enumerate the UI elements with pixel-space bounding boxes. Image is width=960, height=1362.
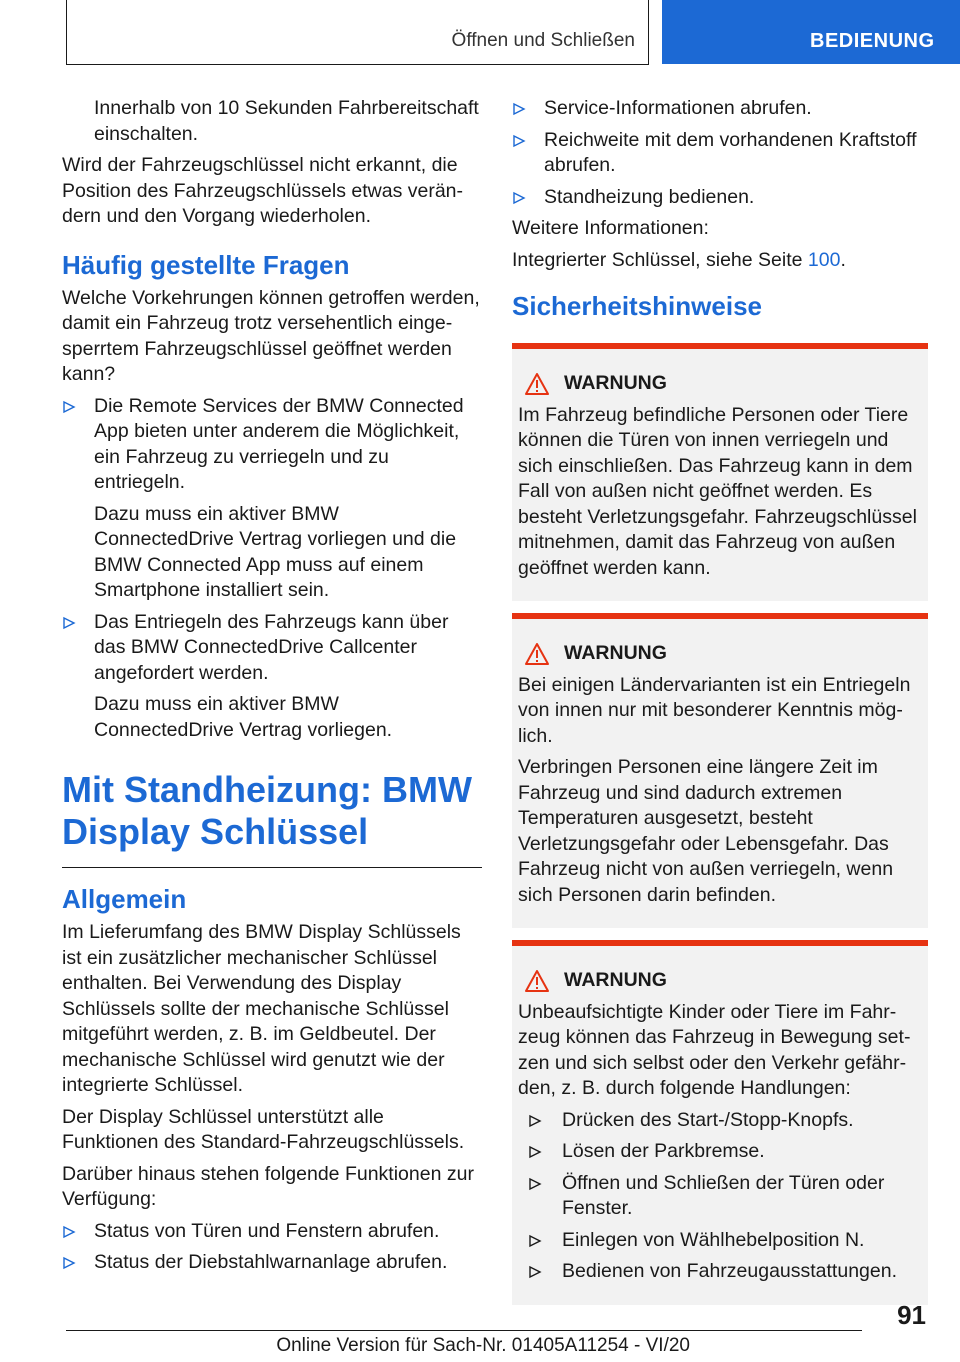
list-item-text: Die Remote Services der BMW Connected App bieten unter anderem die Möglichkeit, ein Fahrzeug zu verriegeln und zu entriegeln. (94, 394, 464, 493)
list-item-text: Reichweite mit dem vorhandenen Kraftstoff abrufen. (544, 128, 917, 176)
warning-paragraph: Im Fahrzeug befindliche Personen oder Tiere können die Türen von innen verriegeln und sich einschließen. Das Fahrzeug kann in dem Fall von außen nicht geöffnet werden. Es besteht Verletzungsgefahr. Fahrzeugschlüssel mitnehmen, damit das Fahrzeug von außen geöffnet werden kann. (518, 403, 917, 579)
more-info-label: Weitere Informationen: (512, 217, 709, 239)
warning-paragraph: Bei einigen Ländervarianten ist ein Entriegeln von innen nur mit besonderer Kenntnis möglich. (518, 673, 911, 747)
allgemein-paragraph-2: Der Display Schlüssel unterstützt alle Funktionen des Standard-Fahrzeugschlüssels. (62, 1105, 465, 1153)
list-item-text: Drücken des Start-/Stopp-Knopfs. (562, 1108, 854, 1131)
header-chapter-label: BEDIENUNG (810, 30, 935, 52)
list-item (528, 1108, 922, 1134)
warning-box (512, 940, 928, 1305)
list-item-text: Status der Diebstahlwarnanlage abrufen. (94, 1251, 448, 1273)
more-info-reference (512, 248, 928, 274)
header-bottom-rule (66, 64, 649, 65)
left-column (62, 96, 482, 1282)
list-item (512, 96, 928, 122)
list-item (528, 1259, 922, 1285)
triangle-bullet-icon (528, 1114, 542, 1128)
triangle-bullet-icon (528, 1265, 542, 1279)
allgemein-paragraph-1: Im Lieferumfang des BMW Display Schlüssels ist ein zusätzlicher mechanischer Schlüssel enthalten. Bei Verwendung des Display Schlüssels sollte der mechanische Schlüssel mitgeführt werden, z. B. im Geldbeutel. Der mechanische Schlüssel wird genutzt wie der integrierte Schlüssel. (62, 921, 461, 1096)
list-item (62, 610, 482, 744)
list-item (528, 1171, 922, 1222)
page-link[interactable]: 100 (807, 248, 841, 271)
warning-triangle-icon (524, 969, 550, 993)
more-info-text: Integrierter Schlüssel, siehe Seite (512, 248, 808, 271)
triangle-bullet-icon (62, 1225, 76, 1239)
list-item-text: Öffnen und Schließen der Türen oder Fenster. (562, 1171, 885, 1219)
list-item (62, 394, 482, 604)
section-rule (62, 867, 482, 868)
warning-box (512, 613, 928, 928)
list-item (528, 1139, 922, 1165)
warning-title-text: WARNUNG (564, 372, 667, 394)
page-number: 91 (897, 1300, 926, 1330)
more-info-end: . (840, 248, 846, 271)
list-item-subtext: Dazu muss ein aktiver BMW ConnectedDrive Vertrag vorliegen. (94, 693, 393, 741)
warning-list (518, 1108, 922, 1285)
section-heading: Mit Standheizung: BMW Display Schlüssel (62, 769, 472, 852)
footer-online-version: Online Version für Sach-Nr. 01405A11254 - VI/20 (276, 1335, 690, 1356)
list-item-text: Das Entriegeln des Fahrzeugs kann über das BMW ConnectedDrive Callcenter angefordert werden. (94, 610, 449, 684)
triangle-bullet-icon (62, 400, 76, 414)
list-item (528, 1228, 922, 1254)
list-item-text: Status von Türen und Fenstern abrufen. (94, 1219, 440, 1242)
faq-question: Welche Vorkehrungen können getroffen werden, damit ein Fahrzeug trotz versehentlich eingesperrtem Fahrzeugschlüssel geöffnet werden kann? (62, 286, 480, 385)
list-item-text: Standheizung bedienen. (544, 185, 755, 208)
faq-heading: Häufig gestellte Fragen (62, 249, 350, 280)
list-item-text: Service-Informationen abrufen. (544, 97, 812, 119)
faq-list (62, 394, 482, 744)
function-list (62, 1219, 482, 1276)
warning-paragraph: Verbringen Personen eine längere Zeit im Fahrzeug und sind dadurch extremen Temperaturen ausgesetzt, besteht Verletzungsgefahr oder Lebensgefahr. Das Fahrzeug nicht von außen verriegeln, wenn sich Personen darin befinden. (518, 756, 894, 906)
footer-rule (66, 1330, 862, 1331)
triangle-bullet-icon (62, 616, 76, 630)
warning-title (518, 968, 922, 994)
triangle-bullet-icon (528, 1177, 542, 1191)
triangle-bullet-icon (512, 191, 526, 205)
list-item-text: Lösen der Parkbremse. (562, 1140, 765, 1162)
header-chapter-tab[interactable] (662, 0, 960, 64)
warning-title-text: WARNUNG (564, 969, 667, 991)
warning-box (512, 343, 928, 601)
triangle-bullet-icon (512, 102, 526, 116)
intro-paragraph: Wird der Fahrzeugschlüssel nicht erkannt, die Position des Fahrzeugschlüssels etwas verändern und den Vorgang wiederholen. (62, 154, 464, 227)
right-column (512, 96, 928, 1317)
safety-heading: Sicherheitshinweise (512, 291, 762, 321)
function-list-continued (512, 96, 928, 210)
triangle-bullet-icon (512, 134, 526, 148)
triangle-bullet-icon (62, 1256, 76, 1270)
header-section-title: Öffnen und Schließen (451, 30, 635, 51)
intro-continuation: Innerhalb von 10 Sekunden Fahrbereitschaft einschalten. (94, 97, 479, 145)
header-left-rule (66, 0, 67, 64)
triangle-bullet-icon (528, 1234, 542, 1248)
warning-title (518, 641, 922, 667)
allgemein-heading: Allgemein (62, 884, 187, 914)
warning-triangle-icon (524, 372, 550, 396)
warning-paragraph: Unbeaufsichtigte Kinder oder Tiere im Fahrzeug können das Fahrzeug in Bewegung setzen und sich selbst oder den Verkehr gefährden, z. B. durch folgende Handlungen: (518, 1000, 911, 1099)
list-item-text: Bedienen von Fahrzeugausstattungen. (562, 1260, 897, 1282)
list-item-text: Einlegen von Wählhebelposition N. (562, 1228, 865, 1251)
list-item-subtext: Dazu muss ein aktiver BMW ConnectedDrive Vertrag vorliegen und die BMW Connected App muss auf einem Smartphone installiert sein. (94, 502, 457, 601)
list-item (512, 128, 928, 179)
warning-triangle-icon (524, 642, 550, 666)
warning-title-text: WARNUNG (564, 642, 667, 664)
list-item (512, 185, 928, 211)
header-mid-rule (648, 0, 649, 64)
warning-title (518, 371, 922, 397)
list-item (62, 1250, 482, 1276)
list-item (62, 1219, 482, 1245)
triangle-bullet-icon (528, 1145, 542, 1159)
allgemein-paragraph-3: Darüber hinaus stehen folgende Funktionen zur Verfügung: (62, 1162, 474, 1210)
